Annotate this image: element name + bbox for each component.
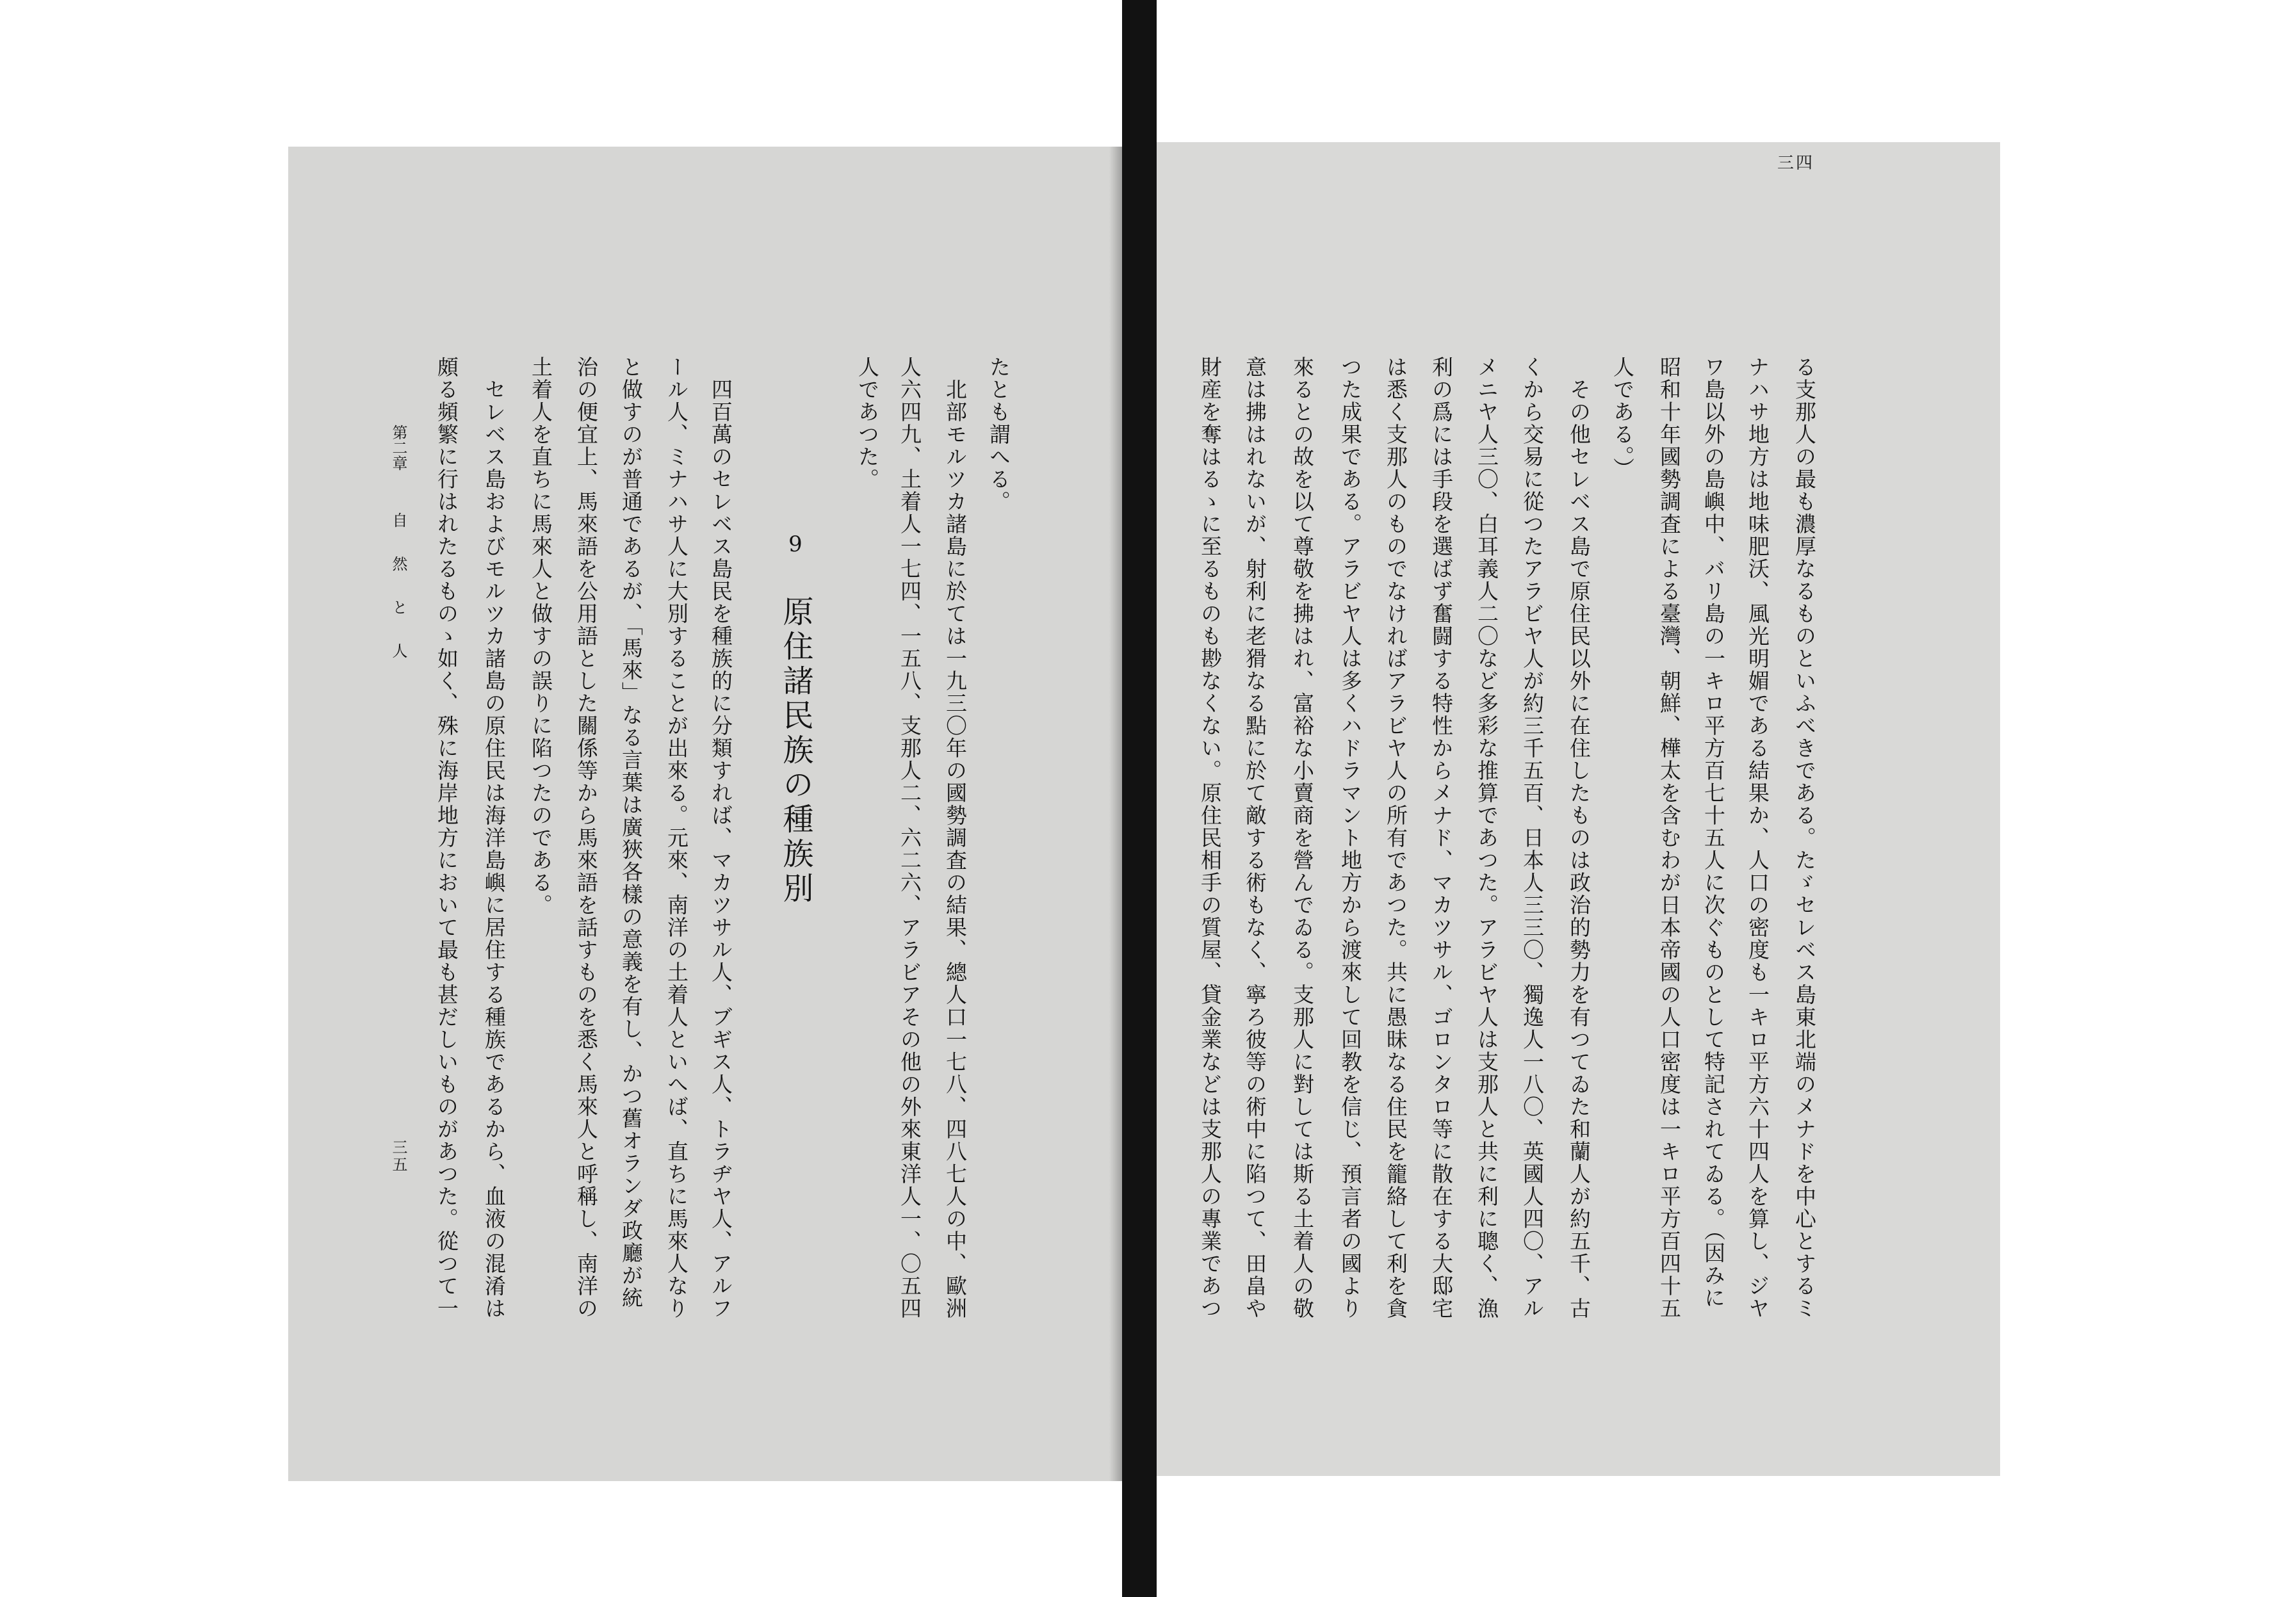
text-line: 財産を奪はるゝに至るものも尠なくない。原住民相手の質屋、貸金業などは支那人の專業であつ bbox=[1198, 356, 1223, 1320]
page-number: 三四 bbox=[1777, 154, 1815, 173]
book-spine bbox=[1122, 0, 1157, 1597]
text-line: 治の便宜上、馬來語を公用語とした關係等から馬來語を話すものを悉く馬來人と呼稱し、南洋の bbox=[574, 356, 599, 1320]
text-line: ール人、ミナハサ人に大別することが出來る。元來、南洋の土着人といへば、直ちに馬來人なり bbox=[664, 356, 689, 1320]
text-line: 土着人を直ちに馬來人と做すの誤りに陷つたのである。 bbox=[528, 356, 553, 916]
text-line: たとも謂へる。 bbox=[986, 356, 1011, 513]
text-line: つた成果である。アラビヤ人は多くハドラマント地方から渡來して回教を信じ、預言者の國より bbox=[1338, 356, 1363, 1320]
page-number: 三五 bbox=[389, 1139, 407, 1174]
text-line: 來るとの故を以て尊敬を拂はれ、富裕な小賣商を營んでゐる。支那人に對しては斯る土着人の敬 bbox=[1290, 356, 1315, 1320]
text-line: セレベス島およびモルツカ諸島の原住民は海洋島嶼に居住する種族であるから、血液の混淆は bbox=[482, 378, 507, 1320]
text-line: は悉く支那人のものでなければアラビヤ人の所有であつた。共に愚昧なる住民を籠絡して利を貪 bbox=[1383, 356, 1408, 1320]
text-line: 人六四九、土着人一七四、一五八、支那人二、六二六、アラビアその他の外來東洋人一、〇五四 bbox=[897, 356, 922, 1320]
text-line: 利の爲には手段を選ばず奮闘する特性からメナド、マカツサル、ゴロンタロ等に散在する大邸宅 bbox=[1429, 356, 1454, 1320]
text-line: ナハサ地方は地味肥沃、風光明媚である結果か、人口の密度も一キロ平方六十四人を算し、ジヤ bbox=[1745, 356, 1770, 1320]
text-line: メニヤ人三〇、白耳義人二〇など多彩な推算であつた。アラビヤ人は支那人と共に利に聰く、漁 bbox=[1474, 356, 1499, 1320]
text-line: 四百萬のセレベス島民を種族的に分類すれば、マカツサル人、ブギス人、トラヂヤ人、アルフ bbox=[708, 378, 733, 1320]
gutter-shadow bbox=[1109, 147, 1122, 1481]
text-line: 人である。） bbox=[1610, 356, 1635, 480]
text-line: 北部モルツカ諸島に於ては一九三〇年の國勢調査の結果、總人口一七八、四八七人の中、歐洲 bbox=[943, 378, 968, 1320]
text-line: 昭和十年國勢調査による臺灣、朝鮮、樺太を含むわが日本帝國の人口密度は一キロ平方百四十五 bbox=[1657, 356, 1682, 1320]
running-header-title: 自然と人 bbox=[389, 512, 407, 686]
text-line: くから交易に從つたアラビヤ人が約三千五百、日本人三三〇、獨逸人一八〇、英國人四〇、アル bbox=[1520, 356, 1545, 1320]
text-line: ワ島以外の島嶼中、バリ島の一キロ平方百七十五人に次ぐものとして特記されてゐる。（因みに bbox=[1701, 356, 1726, 1309]
right-page bbox=[1157, 142, 2000, 1476]
text-line: 意は拂はれないが、射利に老猾なる點に於て敵する術もなく、寧ろ彼等の術中に陷つて、田畠や bbox=[1242, 356, 1267, 1320]
text-line: る支那人の最も濃厚なるものといふべきである。たゞセレベス島東北端のメナドを中心とするミ bbox=[1792, 356, 1817, 1320]
section-heading: 原住諸民族の種族別 bbox=[778, 596, 813, 907]
section-number: 9 bbox=[783, 531, 808, 557]
left-page bbox=[288, 147, 1122, 1481]
running-header-chapter: 第二章 bbox=[389, 425, 407, 471]
text-line: 人であつた。 bbox=[855, 356, 880, 490]
text-line: その他セレベス島で原住民以外に在住したものは政治的勢力を有つてゐた和蘭人が約五千、古 bbox=[1567, 378, 1592, 1320]
text-line: 頗る頻繁に行はれたるものゝ如く、殊に海岸地方において最も甚だしいものがあつた。從つて一 bbox=[434, 356, 459, 1320]
text-line: と做すのが普通であるが、「馬來」なる言葉は廣狹各樣の意義を有し、かつ舊オランダ政廳が統 bbox=[619, 356, 644, 1309]
